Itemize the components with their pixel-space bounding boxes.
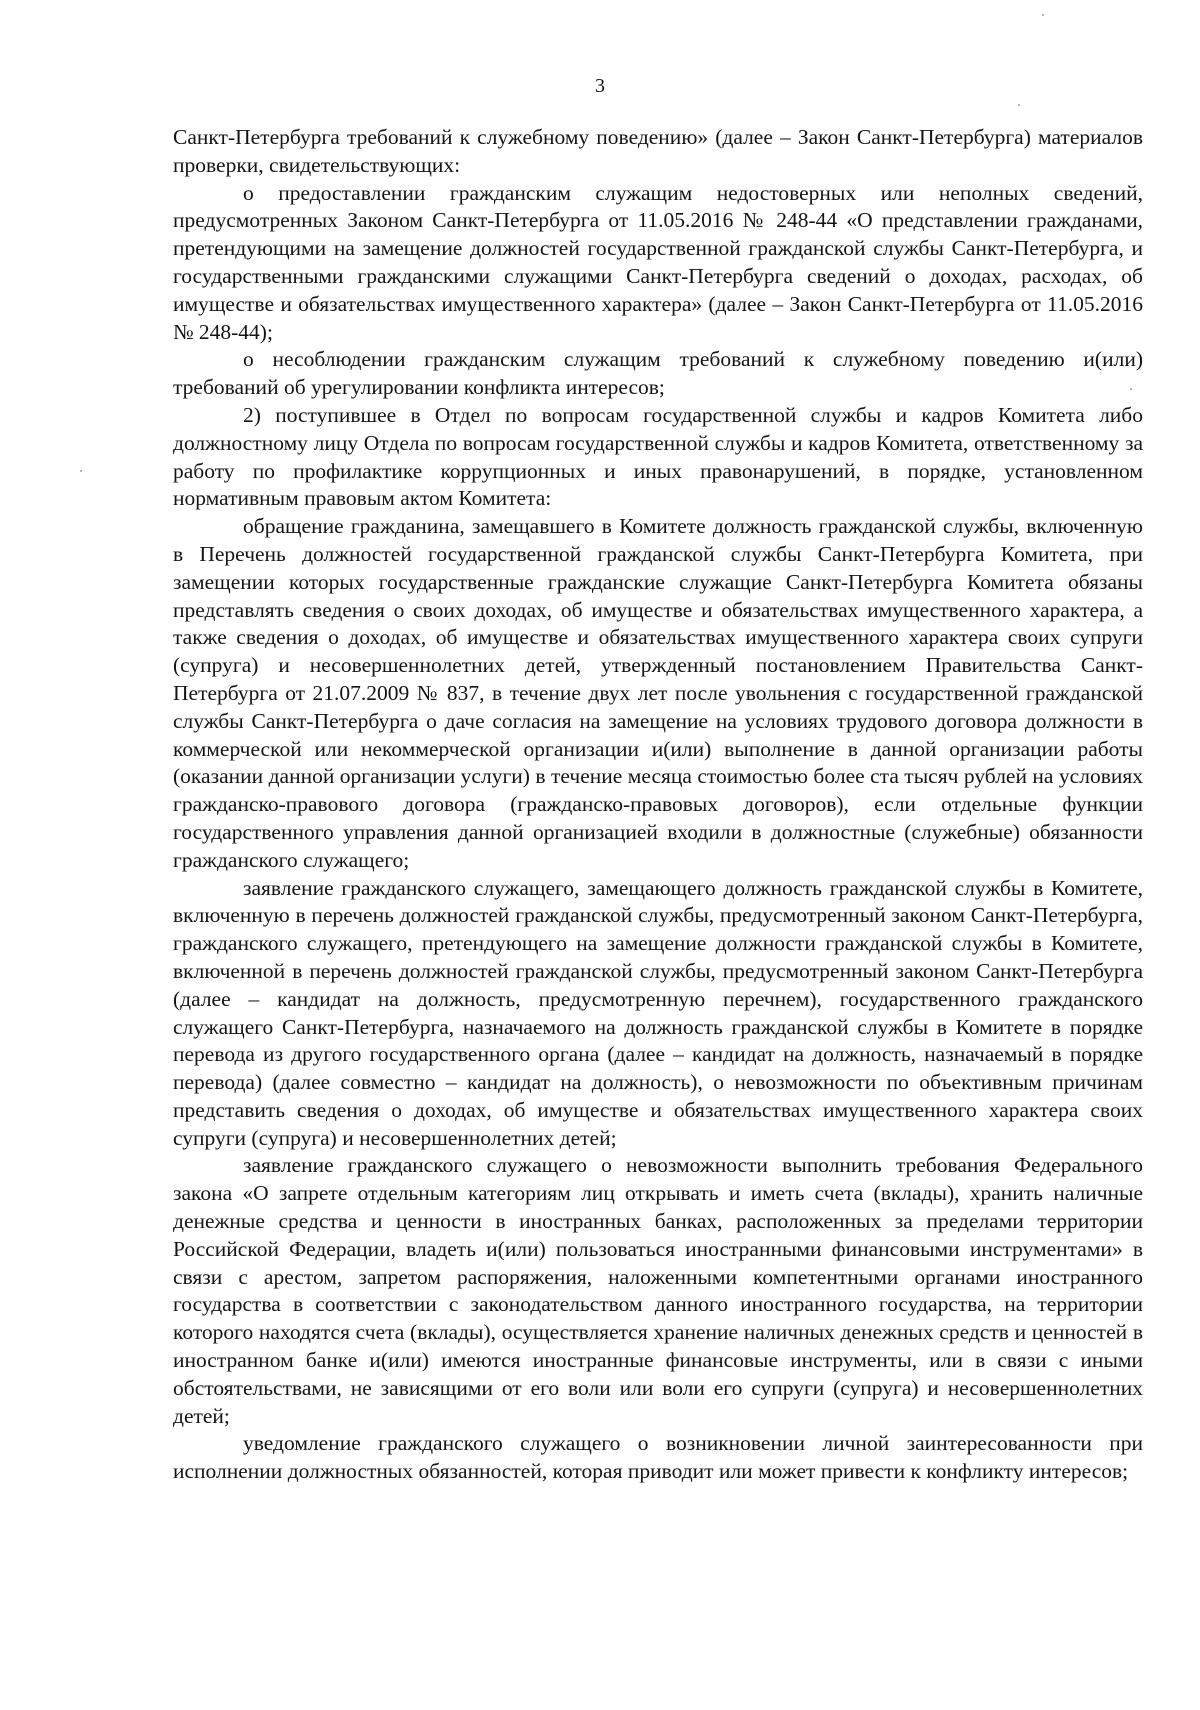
document-body	[173, 124, 1143, 1486]
paragraph-item-2: 2) поступившее в Отдел по вопросам государственной службы и кадров Комитета либо должностному лицу Отдела по вопросам государственной службы и кадров Комитета, ответственному за работу по профилактике коррупционных и иных правонарушений, в порядке, установленном нормативным правовым актом Комитета:	[173, 402, 1143, 511]
scan-speck	[1042, 14, 1044, 16]
paragraph-statement-foreign-accounts: заявление гражданского служащего о невозможности выполнить требования Федерального закона «О запрете отдельным категориям лиц открывать и иметь счета (вклады), хранить наличные денежные средства и ценности в иностранных банках, расположенных за пределами территории Российской Федерации, владеть и(или) пользоваться иностранными финансовыми инструментами» в связи с арестом, запретом распоряжения, наложенными компетентными органами иностранного государства в соответствии с законодательством данного иностранного государства, на территории которого находятся счета (вклады), осуществляется хранение наличных денежных средств и ценностей в иностранном банке и(или) имеются иностранные финансовые инструменты, или в связи с иными обстоятельствами, не зависящими от его воли или воли его супруги (супруга) и несовершеннолетних детей;	[173, 1153, 1143, 1428]
paragraph-non-compliance: о несоблюдении гражданским служащим требований к служебному поведению и(или) требований об урегулировании конфликта интересов;	[173, 347, 1143, 400]
paragraph-citizen-appeal: обращение гражданина, замещавшего в Комитете должность гражданской службы, включенную в Перечень должностей государственной гражданской службы Санкт-Петербурга Комитета, при замещении которых государственные гражданские служащие Санкт-Петербурга Комитета обязаны представлять сведения о своих доходах, об имуществе и обязательствах имущественного характера, а также сведения о доходах, об имуществе и обязательствах имущественного характера своих супруги (супруга) и несовершеннолетних детей, утвержденный постановлением Правительства Санкт-Петербурга от 21.07.2009 № 837, в течение двух лет после увольнения с государственной гражданской службы Санкт-Петербурга о даче согласия на замещение на условиях трудового договора должности в коммерческой или некоммерческой организации и(или) выполнение в данной организации работы (оказании данной организации услуги) в течение месяца стоимостью более ста тысяч рублей на условиях гражданско-правового договора (гражданско-правовых договоров), если отдельные функции государственного управления данной организацией входили в должностные (служебные) обязанности гражданского служащего;	[173, 514, 1143, 872]
paragraph-continuation: Санкт-Петербурга требований к служебному поведению» (далее – Закон Санкт-Петербурга) материалов проверки, свидетельствующих:	[173, 125, 1143, 177]
scan-speck	[1130, 388, 1132, 390]
scan-speck	[1018, 104, 1020, 106]
paragraph-notice-conflict: уведомление гражданского служащего о возникновении личной заинтересованности при исполнении должностных обязанностей, которая приводит или может привести к конфликту интересов;	[173, 1431, 1143, 1484]
page-number: 3	[595, 75, 605, 97]
paragraph-false-info: о предоставлении гражданским служащим недостоверных или неполных сведений, предусмотренных Законом Санкт-Петербурга от 11.05.2016 № 248-44 «О представлении гражданами, претендующими на замещение должностей государственной гражданской службы Санкт-Петербурга, и государственными гражданскими служащими Санкт-Петербурга сведений о доходах, расходах, об имуществе и обязательствах имущественного характера» (далее – Закон Санкт-Петербурга от 11.05.2016 № 248-44);	[173, 180, 1143, 344]
paragraph-statement-income: заявление гражданского служащего, замещающего должность гражданской службы в Комитете, включенную в перечень должностей гражданской службы, предусмотренный законом Санкт-Петербурга, гражданского служащего, претендующего на замещение должности гражданской службы в Комитете, включенной в перечень должностей гражданской службы, предусмотренный законом Санкт-Петербурга (далее – кандидат на должность, предусмотренную перечнем), государственного гражданского служащего Санкт-Петербурга, назначаемого на должность гражданской службы в Комитете в порядке перевода из другого государственного органа (далее – кандидат на должность, назначаемый в порядке перевода) (далее совместно – кандидат на должность), о невозможности по объективным причинам представить сведения о доходах, об имуществе и обязательствах имущественного характера своих супруги (супруга) и несовершеннолетних детей;	[173, 875, 1143, 1150]
scan-speck	[80, 470, 82, 472]
